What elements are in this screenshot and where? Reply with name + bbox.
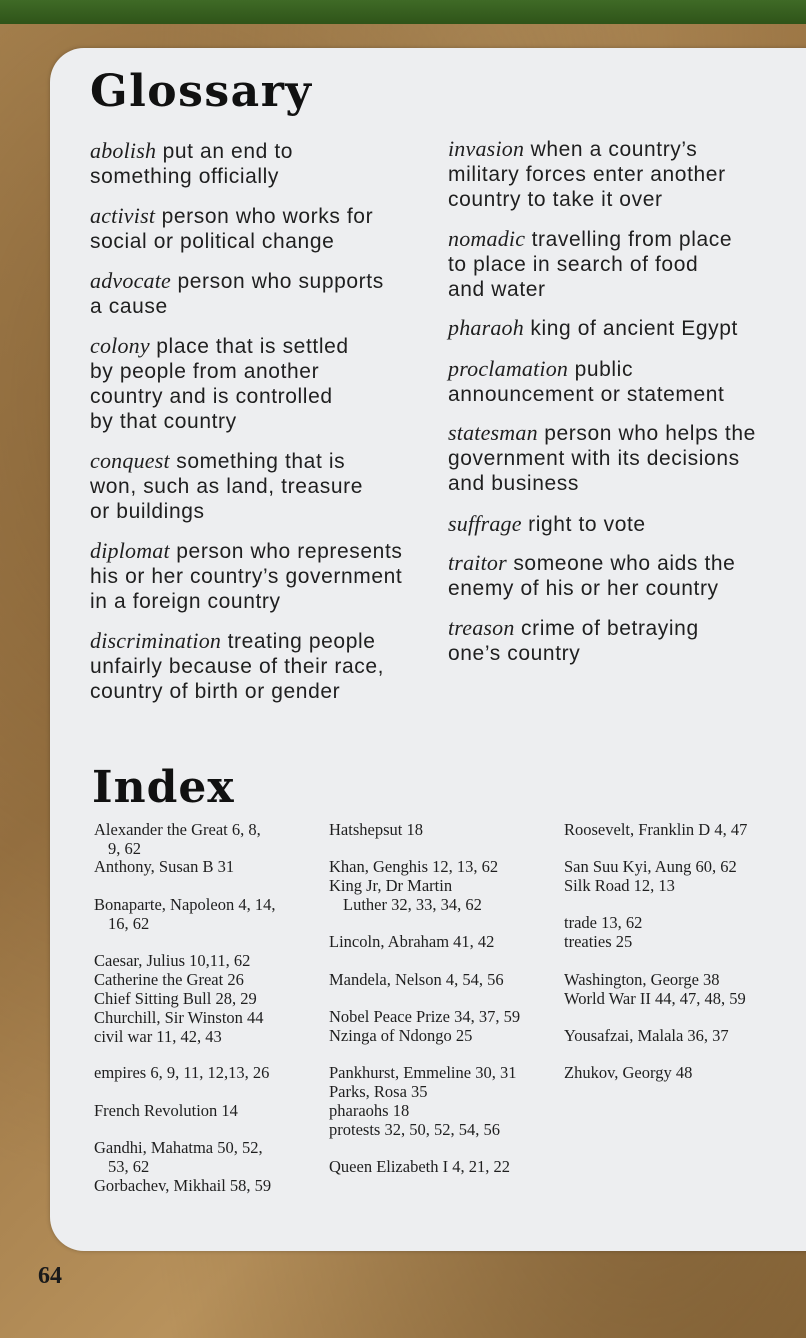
page-number: 64: [38, 1263, 62, 1289]
glossary-definition: country and is controlled: [90, 385, 333, 408]
glossary-entry-statesman: [448, 420, 756, 496]
index-entry-line: Gandhi, Mahatma 50, 52,: [94, 1138, 263, 1157]
glossary-definition: or buildings: [90, 500, 205, 523]
index-entry-line: 9, 62: [108, 839, 141, 858]
glossary-term: nomadic: [448, 226, 526, 251]
glossary-term: advocate: [90, 268, 172, 293]
glossary-definition: social or political change: [90, 230, 335, 253]
glossary-definition: treating people: [227, 630, 376, 653]
glossary-term: abolish: [90, 138, 157, 163]
glossary-term: discrimination: [90, 628, 222, 653]
glossary-definition: country to take it over: [448, 188, 663, 211]
glossary-term: suffrage: [448, 511, 522, 536]
glossary-definition: person who helps the: [544, 422, 756, 445]
index-entry-line: Bonaparte, Napoleon 4, 14,: [94, 895, 276, 914]
glossary-definition: announcement or statement: [448, 383, 725, 406]
glossary-entry-conquest: [90, 448, 363, 524]
glossary-definition: person who represents: [176, 540, 403, 563]
glossary-term: colony: [90, 333, 150, 358]
glossary-definition: put an end to: [162, 140, 294, 163]
glossary-definition: a cause: [90, 295, 168, 318]
index-entry-line: Pankhurst, Emmeline 30, 31: [329, 1063, 517, 1082]
index-entry-line: Washington, George 38: [564, 970, 720, 989]
index-entry: Zhukov, Georgy 48: [564, 1063, 693, 1082]
index-entry: [564, 970, 746, 1008]
glossary-entry-nomadic: [448, 226, 732, 302]
index-entry-line: civil war 11, 42, 43: [94, 1027, 222, 1046]
index-entry-line: Nobel Peace Prize 34, 37, 59: [329, 1007, 521, 1026]
glossary-entry-diplomat: [90, 538, 403, 614]
index-entry-line: Parks, Rosa 35: [329, 1082, 428, 1101]
glossary-definition: enemy of his or her country: [448, 577, 719, 600]
index-entry: [329, 857, 498, 914]
glossary-entry-pharaoh: [448, 315, 738, 341]
glossary-definition: country of birth or gender: [90, 680, 341, 703]
index-entry: Queen Elizabeth I 4, 21, 22: [329, 1157, 510, 1176]
glossary-definition: by that country: [90, 410, 237, 433]
glossary-definition: and business: [448, 472, 579, 495]
index-entry-line: King Jr, Dr Martin: [329, 876, 453, 895]
glossary-definition: travelling from place: [531, 228, 733, 251]
glossary-entry-suffrage: [448, 511, 646, 537]
index-entry-line: Catherine the Great 26: [94, 970, 244, 989]
glossary-definition: to place in search of food: [448, 253, 699, 276]
index-entry-line: World War II 44, 47, 48, 59: [564, 989, 746, 1008]
glossary-entry-colony: [90, 333, 349, 434]
index-entry: [94, 895, 275, 933]
glossary-entry-invasion: [448, 136, 726, 212]
index-entry-line: Luther 32, 33, 34, 62: [343, 895, 482, 914]
glossary-entry-treason: [448, 615, 699, 666]
index-entry: Anthony, Susan B 31: [94, 857, 235, 876]
glossary-definition: person who supports: [177, 270, 384, 293]
glossary-definition: unfairly because of their race,: [90, 655, 385, 678]
index-entry-line: Khan, Genghis 12, 13, 62: [329, 857, 499, 876]
index-entry-line: treaties 25: [564, 932, 633, 951]
index-entry: [329, 1007, 520, 1045]
index-entry-line: San Suu Kyi, Aung 60, 62: [564, 857, 737, 876]
glossary-term: conquest: [90, 448, 170, 473]
glossary-definition: person who works for: [161, 205, 374, 228]
index-entry: empires 6, 9, 11, 12,13, 26: [94, 1063, 270, 1082]
glossary-heading: Glossary: [90, 66, 313, 117]
glossary-term: proclamation: [448, 356, 569, 381]
index-entry-line: Silk Road 12, 13: [564, 876, 675, 895]
glossary-definition: when a country’s: [530, 138, 698, 161]
index-entry: [329, 1063, 516, 1139]
glossary-definition: government with its decisions: [448, 447, 740, 470]
glossary-definition: by people from another: [90, 360, 320, 383]
glossary-term: treason: [448, 615, 515, 640]
index-entry-line: Alexander the Great 6, 8,: [94, 820, 261, 839]
index-entry-line: Churchill, Sir Winston 44: [94, 1008, 264, 1027]
glossary-definition: one’s country: [448, 642, 581, 665]
glossary-entry-advocate: [90, 268, 384, 319]
glossary-term: invasion: [448, 136, 525, 161]
glossary-definition: something that is: [176, 450, 346, 473]
index-entry-line: Caesar, Julius 10,11, 62: [94, 951, 251, 970]
index-entry: Lincoln, Abraham 41, 42: [329, 932, 495, 951]
index-heading: Index: [92, 762, 235, 813]
glossary-term: activist: [90, 203, 156, 228]
glossary-term: diplomat: [90, 538, 170, 563]
glossary-entry-discrimination: [90, 628, 384, 704]
glossary-definition: someone who aids the: [513, 552, 736, 575]
glossary-definition: and water: [448, 278, 546, 301]
glossary-definition: crime of betraying: [521, 617, 699, 640]
index-entry: [94, 1138, 271, 1195]
index-entry: Mandela, Nelson 4, 54, 56: [329, 970, 504, 989]
glossary-definition: in a foreign country: [90, 590, 281, 613]
glossary-term: pharaoh: [448, 315, 524, 340]
glossary-definition: military forces enter another: [448, 163, 726, 186]
glossary-entry-proclamation: [448, 356, 725, 407]
index-entry: French Revolution 14: [94, 1101, 238, 1120]
index-entry-line: 53, 62: [108, 1157, 150, 1176]
index-entry: [94, 820, 261, 858]
glossary-definition: place that is settled: [156, 335, 349, 358]
index-entry-line: protests 32, 50, 52, 54, 56: [329, 1120, 500, 1139]
index-entry-line: Nzinga of Ndongo 25: [329, 1026, 473, 1045]
glossary-definition: right to vote: [528, 513, 646, 536]
glossary-term: traitor: [448, 550, 507, 575]
index-entry: Hatshepsut 18: [329, 820, 423, 839]
glossary-definition: king of ancient Egypt: [530, 317, 738, 340]
glossary-definition: something officially: [90, 165, 280, 188]
glossary-definition: his or her country’s government: [90, 565, 403, 588]
index-entry-line: pharaohs 18: [329, 1101, 410, 1120]
index-entry: Yousafzai, Malala 36, 37: [564, 1026, 729, 1045]
index-entry: [94, 951, 264, 1046]
index-entry: [564, 913, 642, 951]
glossary-entry-traitor: [448, 550, 735, 601]
glossary-entry-activist: [90, 203, 373, 254]
glossary-term: statesman: [448, 420, 538, 445]
index-entry-line: 16, 62: [108, 914, 150, 933]
glossary-definition: public: [574, 358, 634, 381]
index-entry-line: Chief Sitting Bull 28, 29: [94, 989, 257, 1008]
index-entry: [564, 857, 737, 895]
index-entry-line: Gorbachev, Mikhail 58, 59: [94, 1176, 272, 1195]
top-color-band: [0, 0, 806, 24]
glossary-entry-abolish: [90, 138, 293, 189]
glossary-definition: won, such as land, treasure: [90, 475, 364, 498]
index-entry-line: trade 13, 62: [564, 913, 643, 932]
index-entry: Roosevelt, Franklin D 4, 47: [564, 820, 748, 839]
